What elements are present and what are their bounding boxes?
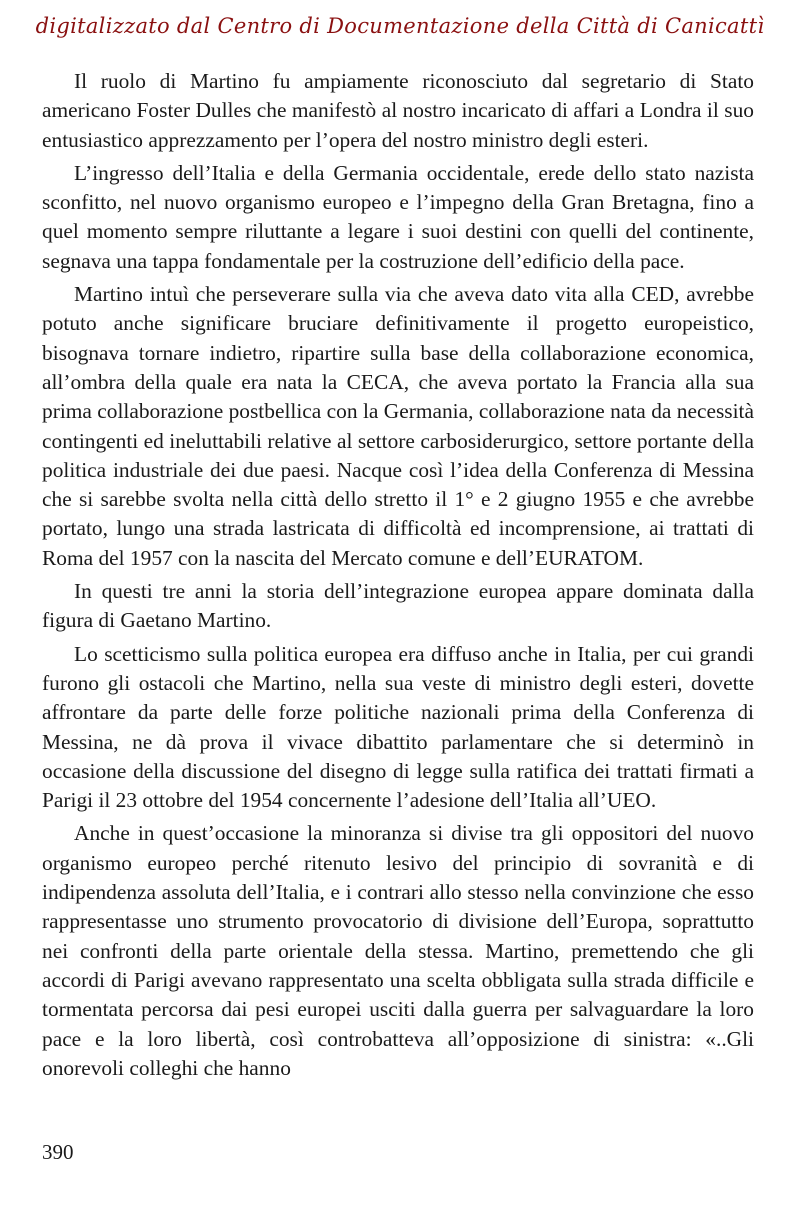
page-number: 390 <box>42 1140 74 1164</box>
paragraph-2: L’ingresso dell’Italia e della Germania occidentale, erede dello stato nazista sconfitto, nel nuovo organismo europeo e l’impegno della Gran Bretagna, fino a quel momento sempre riluttante a legare i suoi destini con quelli del continente, segnava una tappa fondamentale per la costruzione dell’edificio della pace. <box>42 160 754 273</box>
page-body <box>42 67 754 1083</box>
paragraph-6: Anche in quest’occasione la minoranza si divise tra gli oppositori del nuovo organismo europeo perché ritenuto lesivo del principio di sovranità e di indipendenza assoluta dell’Italia, e i contrari allo stesso nella convinzione che esso rappresentasse uno strumento provocatorio di divisione dell’Europa, soprattutto nei confronti della parte orientale della stessa. Martino, premettendo che gli accordi di Parigi avevano rappresentato una scelta obbligata sulla strada difficile e tormentata percorsa dai pesi europei usciti dalla guerra per salvaguardare la loro pace e la loro libertà, così controbatteva all’opposizione di sinistra: «..Gli onorevoli colleghi che hanno <box>42 821 754 1080</box>
paragraph-4: In questi tre anni la storia dell’integrazione europea appare dominata dalla figura di Gaetano Martino. <box>42 579 754 633</box>
digitization-watermark: digitalizzato dal Centro di Documentazione della Città di Canicattì <box>35 14 765 38</box>
paragraph-5: Lo scetticismo sulla politica europea era diffuso anche in Italia, per cui grandi furono gli ostacoli che Martino, nella sua veste di ministro degli esteri, dovette affrontare da parte delle forze politiche nazionali prima della Conferenza di Messina, ne dà prova il vivace dibattito parlamentare che si determinò in occasione della discussione del disegno di legge sulla ratifica dei trattati firmati a Parigi il 23 ottobre del 1954 concernente l’adesione dell’Italia all’UEO. <box>42 641 754 813</box>
paragraph-1: Il ruolo di Martino fu ampiamente riconosciuto dal segretario di Stato americano Foster Dulles che manifestò al nostro incaricato di affari a Londra il suo entusiastico apprezzamento per l’opera del nostro ministro degli esteri. <box>42 69 754 152</box>
paragraph-3: Martino intuì che perseverare sulla via che aveva dato vita alla CED, avrebbe potuto anche significare bruciare definitivamente il progetto europeistico, bisognava tornare indietro, ripartire sulla base della collaborazione economica, all’ombra della quale era nata la CECA, che aveva portato la Francia alla sua prima collaborazione postbellica con la Germania, collaborazione nata da necessità contingenti ed ineluttabili relative al settore carbosiderurgico, settore portante della politica industriale dei due paesi. Nacque così l’idea della Conferenza di Messina che si sarebbe svolta nella città dello stretto il 1° e 2 giugno 1955 e che avrebbe portato, lungo una strada lastricata di difficoltà ed incomprensione, ai trattati di Roma del 1957 con la nascita del Mercato comune e dell’EURATOM. <box>42 282 754 570</box>
